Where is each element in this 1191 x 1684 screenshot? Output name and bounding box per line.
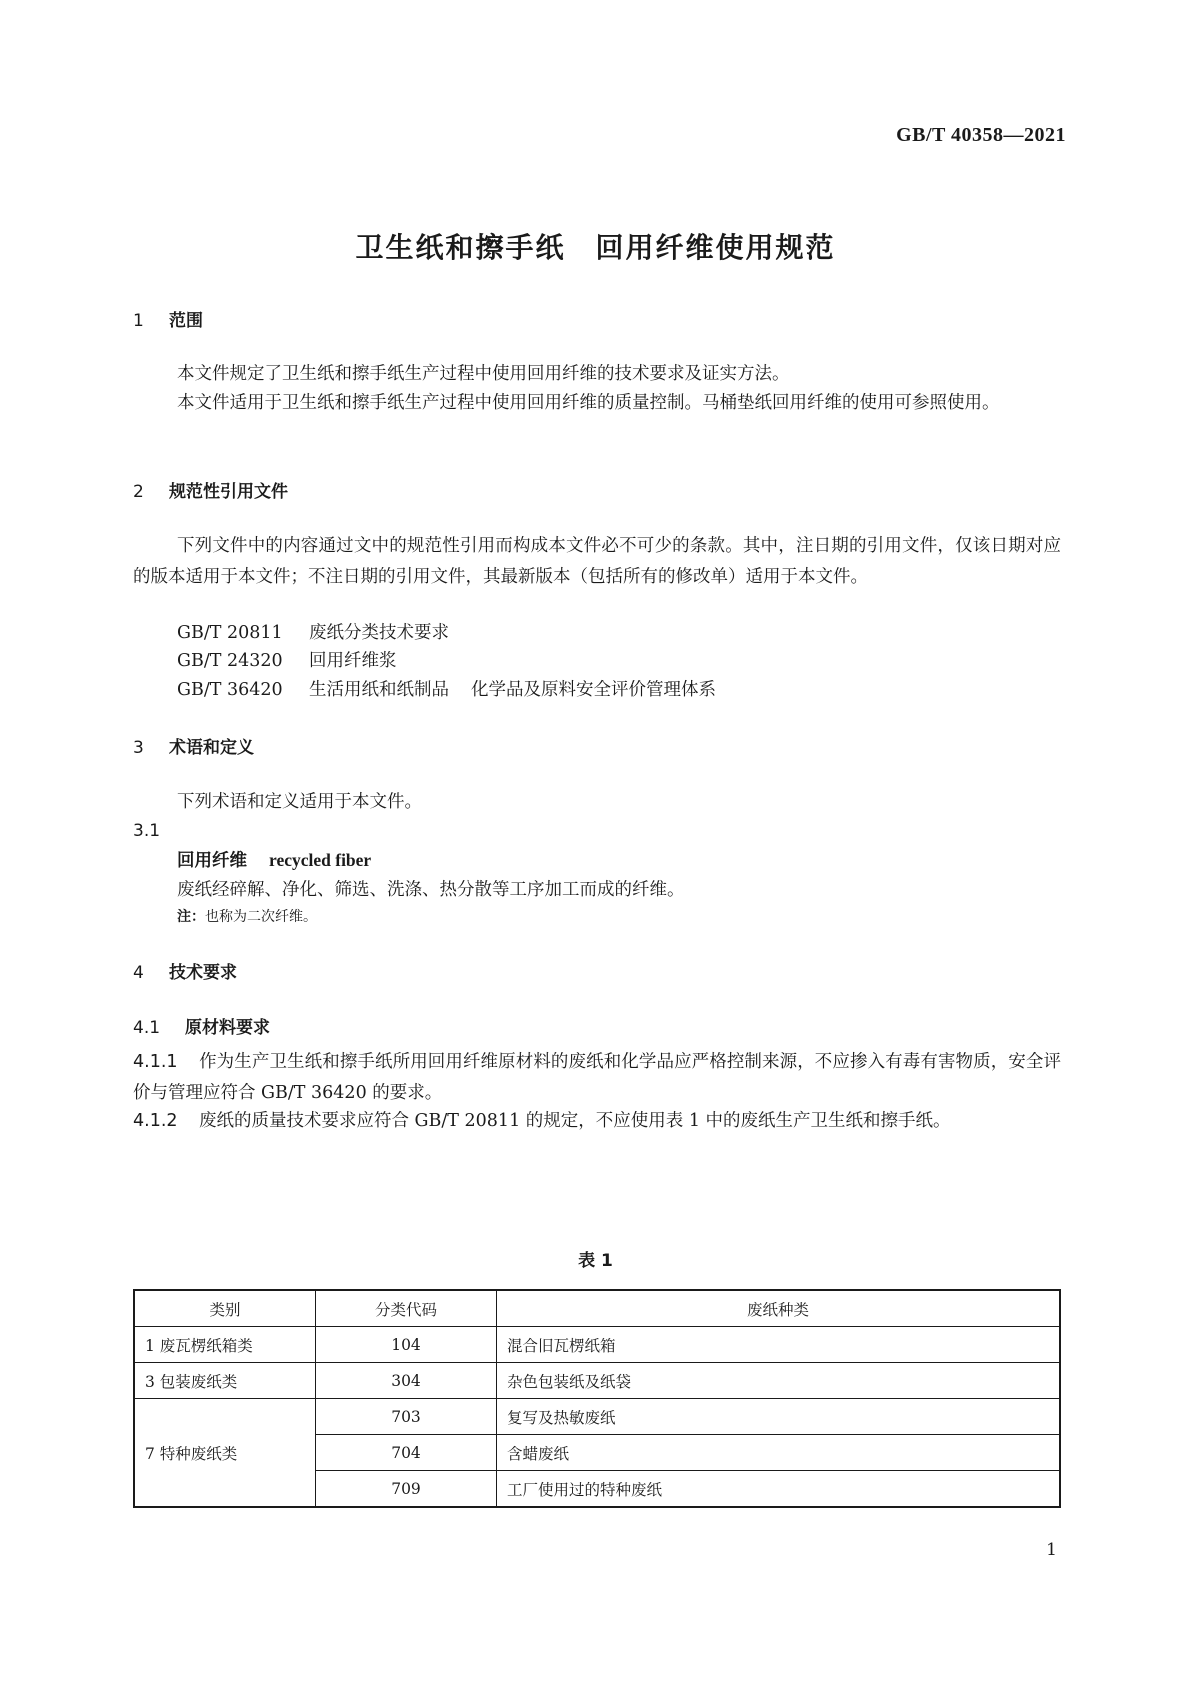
table-row bbox=[134, 1327, 1060, 1363]
subsection-number: 4.1 bbox=[133, 1018, 161, 1038]
table-row bbox=[134, 1363, 1060, 1399]
normative-reference bbox=[177, 676, 716, 701]
code-cell: 304 bbox=[316, 1363, 497, 1399]
section-title: 范围 bbox=[169, 311, 203, 331]
reference-title: 废纸分类技术要求 bbox=[309, 623, 449, 643]
term-number: 3.1 bbox=[133, 821, 161, 841]
term-entry bbox=[177, 847, 371, 872]
code-cell: 704 bbox=[316, 1435, 497, 1471]
table-caption: 表 1 bbox=[578, 1251, 613, 1271]
paragraph: 下列术语和定义适用于本文件。 bbox=[177, 792, 422, 812]
section-1-heading bbox=[133, 306, 203, 331]
reference-title: 生活用纸和纸制品 bbox=[309, 680, 449, 700]
reference-title-part: 化学品及原料安全评价管理体系 bbox=[471, 680, 716, 700]
section-number: 3 bbox=[133, 738, 144, 758]
kind-cell: 含蜡废纸 bbox=[497, 1435, 1061, 1471]
clause-number: 4.1.2 bbox=[133, 1111, 178, 1131]
reference-code: GB/T 24320 bbox=[177, 651, 283, 671]
kind-cell: 混合旧瓦楞纸箱 bbox=[497, 1327, 1061, 1363]
normative-reference bbox=[177, 619, 449, 644]
section-3-heading bbox=[133, 733, 254, 758]
table-row bbox=[134, 1399, 1060, 1435]
section-title: 术语和定义 bbox=[169, 738, 254, 758]
clause-number: 4.1.1 bbox=[133, 1052, 178, 1072]
reference-title: 回用纤维浆 bbox=[309, 651, 397, 671]
code-cell: 703 bbox=[316, 1399, 497, 1435]
clause-text: 废纸的质量技术要求应符合 GB/T 20811 的规定，不应使用表 1 中的废纸生产卫生纸和擦手纸。 bbox=[199, 1111, 951, 1131]
kind-cell: 杂色包装纸及纸袋 bbox=[497, 1363, 1061, 1399]
column-header: 分类代码 bbox=[316, 1290, 497, 1327]
code-cell: 104 bbox=[316, 1327, 497, 1363]
clause-text: 作为生产卫生纸和擦手纸所用回用纤维原材料的废纸和化学品应严格控制来源，不应掺入有毒有害物质，安全评价与管理应符合 GB/T 36420 的要求。 bbox=[133, 1052, 1061, 1103]
paragraph: 下列文件中的内容通过文中的规范性引用而构成本文件必不可少的条款。其中，注日期的引用文件，仅该日期对应的版本适用于本文件；不注日期的引用文件，其最新版本（包括所有的修改单）适用于本文件。 bbox=[133, 536, 1061, 587]
section-title: 规范性引用文件 bbox=[169, 482, 288, 502]
clause-4-1-1 bbox=[133, 1047, 1061, 1109]
kind-cell: 复写及热敏废纸 bbox=[497, 1399, 1061, 1435]
category-cell: 1 废瓦楞纸箱类 bbox=[134, 1327, 316, 1363]
standard-number: GB/T 40358—2021 bbox=[896, 124, 1066, 146]
category-cell: 7 特种废纸类 bbox=[134, 1399, 316, 1508]
reference-code: GB/T 36420 bbox=[177, 680, 283, 700]
kind-cell: 工厂使用过的特种废纸 bbox=[497, 1471, 1061, 1508]
document-title: 卫生纸和擦手纸 回用纤维使用规范 bbox=[355, 231, 836, 264]
normative-reference bbox=[177, 647, 397, 672]
section-number: 4 bbox=[133, 963, 144, 983]
column-header: 类别 bbox=[134, 1290, 316, 1327]
subsection-title: 原材料要求 bbox=[185, 1018, 270, 1038]
section-2-heading bbox=[133, 477, 288, 502]
section-number: 2 bbox=[133, 482, 144, 502]
term-chinese: 回用纤维 bbox=[177, 851, 247, 871]
subsection-4-1-heading bbox=[133, 1013, 270, 1038]
table-header-row bbox=[134, 1290, 1060, 1327]
code-cell: 709 bbox=[316, 1471, 497, 1508]
section-number: 1 bbox=[133, 311, 144, 331]
paragraph: 本文件适用于卫生纸和擦手纸生产过程中使用回用纤维的质量控制。马桶垫纸回用纤维的使用可参照使用。 bbox=[177, 393, 1000, 413]
term-english: recycled fiber bbox=[269, 850, 372, 870]
clause-4-1-2 bbox=[133, 1106, 1061, 1137]
note-text: 也称为二次纤维。 bbox=[205, 909, 317, 925]
paragraph: 本文件规定了卫生纸和擦手纸生产过程中使用回用纤维的技术要求及证实方法。 bbox=[177, 364, 790, 384]
category-cell: 3 包装废纸类 bbox=[134, 1363, 316, 1399]
term-note bbox=[177, 906, 317, 926]
section-title: 技术要求 bbox=[169, 963, 237, 983]
note-label: 注： bbox=[177, 909, 205, 925]
section-4-heading bbox=[133, 958, 237, 983]
page-number: 1 bbox=[1046, 1540, 1057, 1560]
waste-paper-table bbox=[133, 1289, 1061, 1508]
reference-code: GB/T 20811 bbox=[177, 623, 283, 643]
column-header: 废纸种类 bbox=[497, 1290, 1061, 1327]
term-definition: 废纸经碎解、净化、筛选、洗涤、热分散等工序加工而成的纤维。 bbox=[177, 880, 685, 900]
